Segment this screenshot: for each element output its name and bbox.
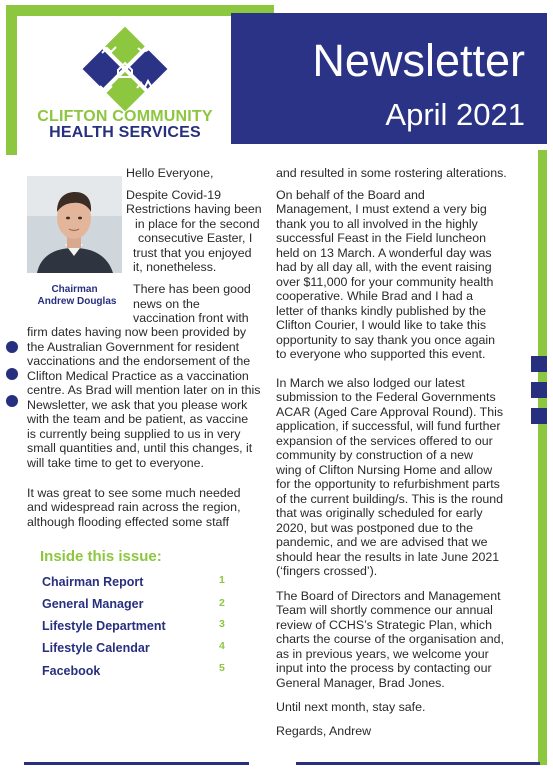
masthead-box <box>231 13 547 144</box>
navy-rule-bottom-left <box>24 762 249 765</box>
closing-line: Until next month, stay safe. <box>276 700 426 714</box>
inside-this-issue-title: Inside this issue: <box>40 548 162 565</box>
toc-item-lifestyle-calendar[interactable]: Lifestyle Calendar <box>42 641 150 655</box>
right-para2-line: opportunity to say thank you once again <box>276 333 496 347</box>
org-name-line1: CLIFTON COMMUNITY <box>37 108 213 125</box>
right-para3-line: for the opportunity to refurbishment parts <box>276 477 500 491</box>
toc-item-chairman-report[interactable]: Chairman Report <box>42 575 144 589</box>
left-para1-line: Restrictions having been <box>126 202 262 216</box>
toc-page-number: 4 <box>219 640 225 652</box>
left-para2-cont-line: Clifton Medical Practice as a vaccination <box>27 369 249 383</box>
left-para2-cont-line: small quantities and, until this changes, it <box>27 441 253 455</box>
right-para3-line: (‘fingers crossed’). <box>276 564 378 578</box>
left-para2-cont-line: vaccinations and the endorsement of the <box>27 354 251 368</box>
toc-item-facebook[interactable]: Facebook <box>42 664 101 678</box>
bullet-dot <box>6 368 18 380</box>
right-para2-line: held on 13 March. A wonderful day was <box>276 246 492 260</box>
right-para3-line: submission to the Federal Governments <box>276 390 496 404</box>
right-para3-line: In March we also lodged our latest <box>276 376 465 390</box>
left-para2-line: vaccination front with <box>133 311 249 325</box>
right-para4-line: charts the course of the organisation and, <box>276 632 504 646</box>
bullet-dot <box>6 341 18 353</box>
green-frame-left <box>6 5 17 155</box>
left-para2-line: There has been good <box>133 282 251 296</box>
right-para2-line: had by all day all, with the event raising <box>276 260 492 274</box>
right-para2-line: over $11,000 for your community health <box>276 275 494 289</box>
newsletter-title: Newsletter <box>312 35 525 86</box>
right-para2-line: Clifton Courier, I would like to take this <box>276 318 487 332</box>
right-para3-line: wing of Clifton Nursing Home and allow <box>276 463 493 477</box>
left-para2-cont-line: with the team and be patient, as vaccine <box>27 412 249 426</box>
toc-page-number: 1 <box>219 574 225 586</box>
right-para2-line: letter of thanks kindly published by the <box>276 304 487 318</box>
decorative-square <box>531 356 547 372</box>
right-para3-line: ACAR (Aged Care Approval Round). This <box>276 405 504 419</box>
right-para4-line: input into the process by contacting our <box>276 661 492 675</box>
left-para3-line: and widespread rain across the region, <box>27 500 241 514</box>
right-para3-line: pandemic, and we are advised that we <box>276 535 488 549</box>
right-para3-line: should hear the results in late June 2021 <box>276 550 500 564</box>
left-para1-line: consecutive Easter, I <box>138 231 253 245</box>
right-para3-line: expansion of the services offered to our <box>276 434 493 448</box>
right-para2-line: successful Feast in the Field luncheon <box>276 231 487 245</box>
decorative-square <box>531 408 547 424</box>
green-frame-right <box>538 150 547 765</box>
issue-date: April 2021 <box>385 97 525 132</box>
toc-page-number: 2 <box>219 597 225 609</box>
left-para2-cont-line: the Australian Government for resident <box>27 340 240 354</box>
right-para3-line: 2020, but was postponed due to the <box>276 521 474 535</box>
toc-page-number: 5 <box>219 662 225 674</box>
cchs-logo-icon <box>80 26 170 112</box>
signoff: Regards, Andrew <box>276 724 372 738</box>
right-para4-line: The Board of Directors and Management <box>276 589 501 603</box>
right-para4-line: General Manager, Brad Jones. <box>276 676 445 690</box>
right-para4-line: Team will shortly commence our annual <box>276 603 493 617</box>
right-para3-line: of the current building/s. This is the round <box>276 492 504 506</box>
right-para2-line: On behalf of the Board and <box>276 188 425 202</box>
toc-item-lifestyle-department[interactable]: Lifestyle Department <box>42 619 166 633</box>
right-para4-line: review of CCHS’s Strategic Plan, which <box>276 618 493 632</box>
left-para1-line: Despite Covid-19 <box>126 188 222 202</box>
left-para1-line: trust that you enjoyed <box>133 246 252 260</box>
author-role: Chairman <box>51 284 98 295</box>
org-name-line2: HEALTH SERVICES <box>49 124 201 141</box>
right-para3-line: that was originally scheduled for early <box>276 506 483 520</box>
right-para3-line: application, if successful, will fund further <box>276 419 501 433</box>
right-para2-line: thank you to all involved in the highly <box>276 217 478 231</box>
greeting: Hello Everyone, <box>126 166 214 180</box>
left-para2-cont-line: firm dates having now been provided by <box>27 325 247 339</box>
left-para2-cont-line: will take time to get to everyone. <box>27 456 204 470</box>
bullet-dot <box>6 395 18 407</box>
decorative-square <box>531 382 547 398</box>
left-para2-cont-line: is currently being supplied to us in very <box>27 427 241 441</box>
left-para2-cont-line: centre. As Brad will mention later on in this <box>27 383 261 397</box>
toc-page-number: 3 <box>219 618 225 630</box>
right-para1-line: and resulted in some rostering alterations. <box>276 166 507 180</box>
right-para2-line: Management, I must extend a very big <box>276 202 487 216</box>
left-para3-line: although flooding effected some staff <box>27 515 230 529</box>
right-para4-line: as in previous years, we welcome your <box>276 647 489 661</box>
left-para2-line: news on the <box>133 297 200 311</box>
author-name: Andrew Douglas <box>37 296 117 307</box>
navy-rule-bottom-right <box>296 762 540 765</box>
right-para3-line: community by construction of a new <box>276 448 473 462</box>
left-para2-cont-line: Newsletter, we ask that you please work <box>27 398 248 412</box>
right-para2-line: cooperative. While Brad and I had a <box>276 289 473 303</box>
left-para1-line: in place for the second <box>135 217 260 231</box>
left-para3-line: It was great to see some much needed <box>27 486 241 500</box>
left-para1-line: it, nonetheless. <box>133 260 217 274</box>
right-para2-line: to everyone who supported this event. <box>276 347 486 361</box>
chairman-photo <box>27 176 122 273</box>
toc-item-general-manager[interactable]: General Manager <box>42 597 144 611</box>
